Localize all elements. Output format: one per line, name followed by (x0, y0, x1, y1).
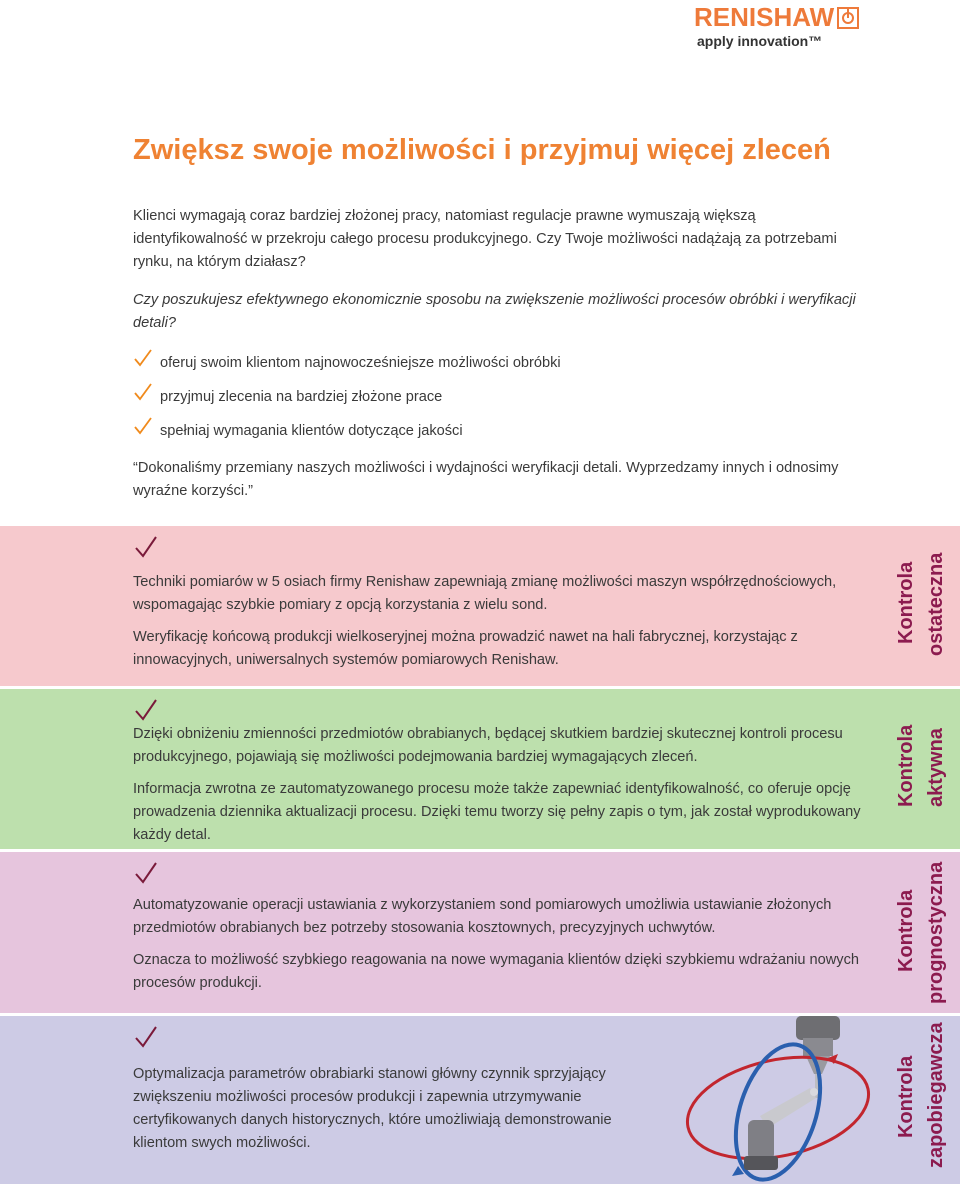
intro-paragraph: Klienci wymagają coraz bardziej złożonej pracy, natomiast regulacje prawne wymuszają większą identyfikowalność w przekroju całego procesu produkcyjnego. Czy Twoje możliwości nadążają za potrzebami rynku, na którym działasz? (133, 208, 837, 270)
band-label: Kontrola (895, 889, 917, 972)
checklist (133, 337, 833, 439)
checkmark-icon (133, 382, 153, 402)
probe-illustration (678, 1016, 878, 1184)
logo-symbol-icon (837, 7, 859, 29)
checkmark-icon (133, 697, 159, 723)
band-label: Kontrola (895, 561, 917, 644)
band-label: ostateczna (925, 552, 947, 656)
customer-quote: “Dokonaliśmy przemiany naszych możliwości i wydajności weryfikacji detali. Wyprzedzamy innych i odnosimy wyraźne korzyści.” (133, 460, 839, 499)
band-label: Kontrola (895, 1055, 917, 1138)
logo-wordmark: RENISHAW (694, 2, 894, 33)
page-title: Zwiększ swoje możliwości i przyjmuj więcej zleceń (133, 134, 831, 166)
checklist-item: oferuj swoim klientom najnowocześniejsze możliwości obróbki (133, 337, 833, 371)
checkmark-icon (133, 1024, 159, 1050)
band-text: Automatyzowanie operacji ustawiania z wykorzystaniem sond pomiarowych umożliwia ustawianie złożonych przedmiotów obrabianych bez potrzeby stosowania kosztownych, precyzyjnych uchwytów. Oznacza to możliwość szybkiego reagowania na nowe wymagania klientów dzięki szybkiemu wdrażaniu nowych procesów produkcji. (133, 897, 859, 991)
question-paragraph: Czy poszukujesz efektywnego ekonomicznie sposobu na zwiększenie możliwości procesów obróbki i weryfikacji detali? (133, 292, 856, 331)
renishaw-logo (694, 2, 894, 49)
band-label: aktywna (925, 728, 947, 807)
band-text: Dzięki obniżeniu zmienności przedmiotów obrabianych, będącej skutkiem bardziej skutecznej kontroli procesu produkcyjnego, pojawiają się możliwości podejmowania bardziej wymagających zleceń. Informacja zwrotna ze zautomatyzowanego procesu może także zapewniać identyfikowalność, co oferuje opcję prowadzenia dziennika aktualizacji procesu. Dzięki temu tworzy się pełny zapis o tym, jak został wyprodukowany każdy detal. (133, 726, 861, 843)
band-text: Optymalizacja parametrów obrabiarki stanowi główny czynnik sprzyjający zwiększeniu możliwości procesów produkcji i zapewnia utrzymywanie certyfikowanych danych historycznych, które umożliwiają demonstrowanie klientom swych możliwości. (133, 1066, 612, 1151)
checkmark-icon (133, 860, 159, 886)
band-label: Kontrola (895, 724, 917, 807)
checklist-item: przyjmuj zlecenia na bardziej złożone prace (133, 371, 833, 405)
band-label: zapobiegawcza (925, 1022, 947, 1168)
band-label: prognostyczna (925, 861, 947, 1004)
band-predictive-control (0, 852, 960, 1013)
checkmark-icon (133, 348, 153, 368)
band-text: Techniki pomiarów w 5 osiach firmy Renishaw zapewniają zmianę możliwości maszyn współrzędnościowych, wspomagając szybkie pomiary z opcją korzystania z wielu sond. Weryfikację końcową produkcji wielkoseryjnej można prowadzić nawet na hali fabrycznej, korzystając z innowacyjnych, uniwersalnych systemów pomiarowych Renishaw. (133, 574, 837, 668)
checklist-item: spełniaj wymagania klientów dotyczące jakości (133, 405, 833, 439)
band-final-inspection (0, 526, 960, 686)
checkmark-icon (133, 416, 153, 436)
band-active-control (0, 689, 960, 849)
logo-tagline: apply innovation™ (697, 33, 823, 49)
checkmark-icon (133, 534, 159, 560)
